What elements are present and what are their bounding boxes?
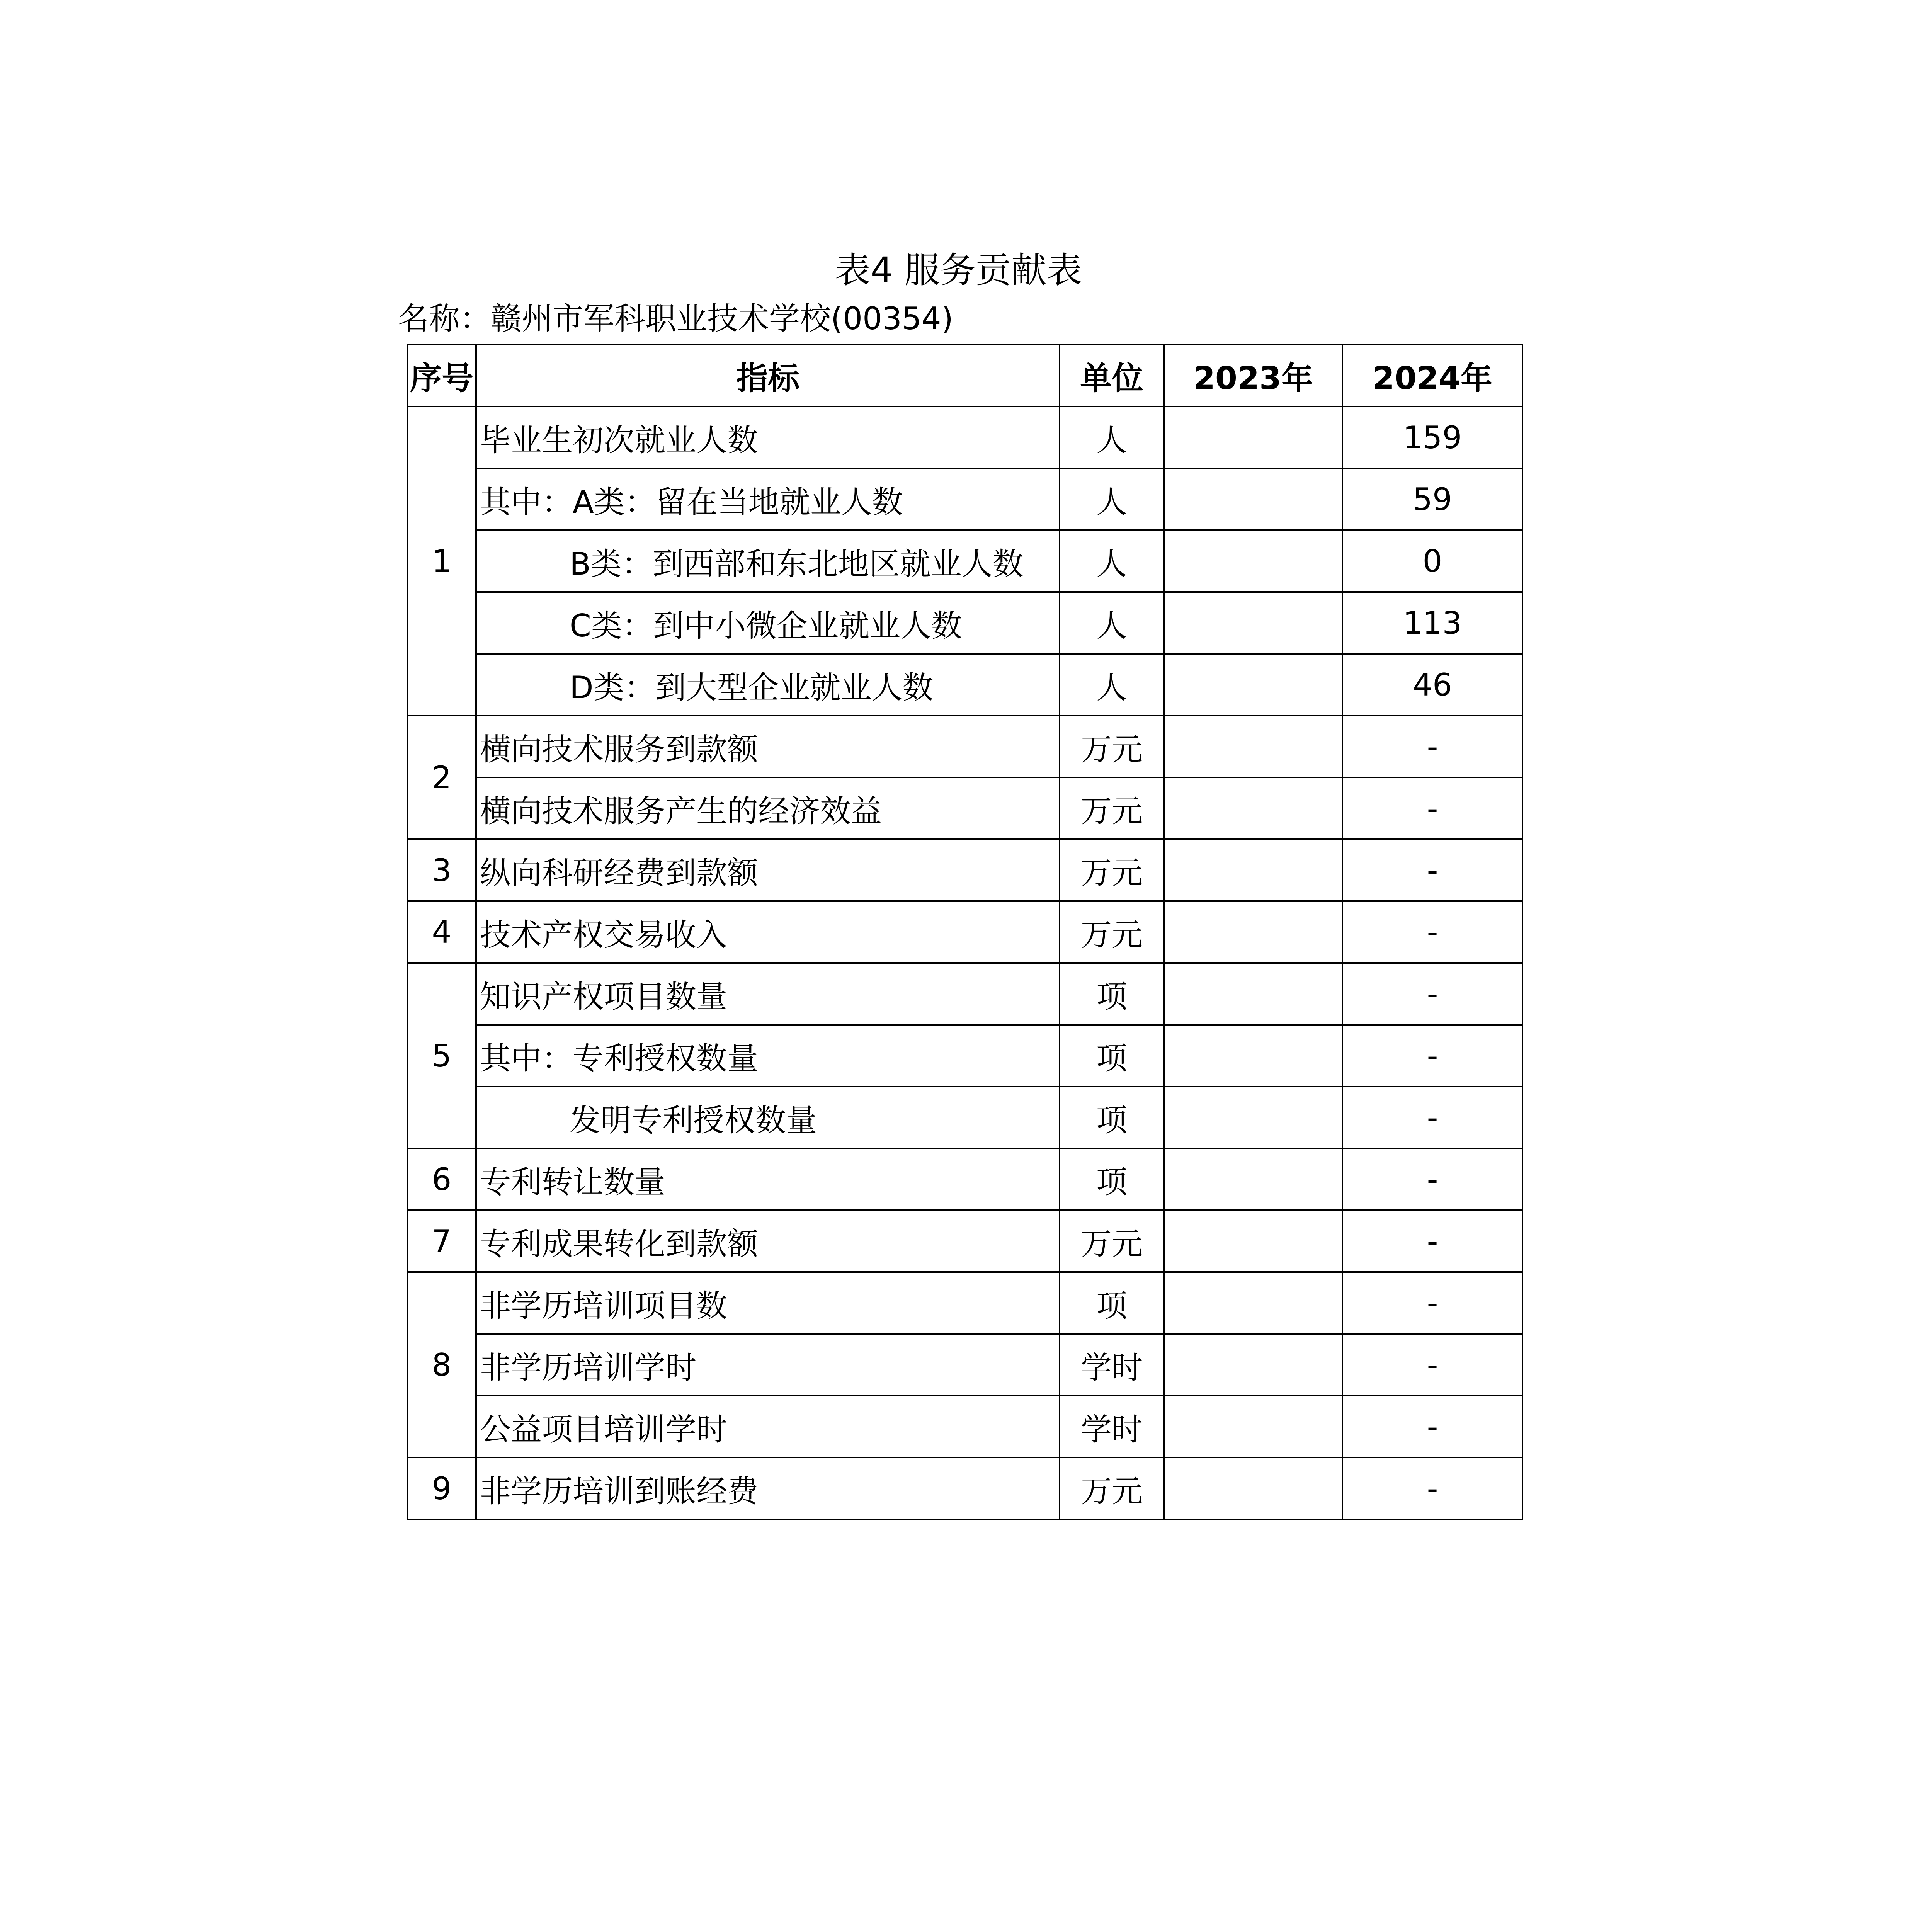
value-2024-cell: -: [1342, 1210, 1522, 1272]
table-row: [407, 1396, 1522, 1458]
value-2024-cell: 113: [1342, 592, 1522, 654]
header-seq: 序号: [407, 345, 476, 406]
table-row: [407, 1272, 1522, 1334]
indicator-cell: 专利成果转化到款额: [476, 1210, 1060, 1272]
seq-cell: 6: [407, 1148, 476, 1210]
table-row: [407, 1210, 1522, 1272]
value-2023-cell: [1164, 592, 1342, 654]
value-2023-cell: [1164, 1334, 1342, 1396]
unit-cell: 万元: [1060, 777, 1164, 839]
value-2024-cell: -: [1342, 901, 1522, 963]
table-row: [407, 1148, 1522, 1210]
value-2023-cell: [1164, 468, 1342, 530]
table-row: [407, 468, 1522, 530]
value-2023-cell: [1164, 1272, 1342, 1334]
value-2023-cell: [1164, 777, 1342, 839]
table-row: [407, 406, 1522, 468]
value-2023-cell: [1164, 963, 1342, 1025]
value-2023-cell: [1164, 839, 1342, 901]
value-2024-cell: -: [1342, 1025, 1522, 1087]
table-row: [407, 1458, 1522, 1519]
seq-cell: 1: [407, 406, 476, 716]
table-row: [407, 530, 1522, 592]
value-2024-cell: -: [1342, 839, 1522, 901]
table-row: [407, 1025, 1522, 1087]
value-2024-cell: 0: [1342, 530, 1522, 592]
seq-cell: 4: [407, 901, 476, 963]
value-2024-cell: 159: [1342, 406, 1522, 468]
unit-cell: 人: [1060, 592, 1164, 654]
table-row: [407, 963, 1522, 1025]
value-2023-cell: [1164, 901, 1342, 963]
indicator-cell: 发明专利授权数量: [476, 1087, 1060, 1148]
unit-cell: 项: [1060, 1272, 1164, 1334]
table-row: [407, 901, 1522, 963]
organization-name: 名称：赣州市军科职业技术学校(00354): [398, 301, 953, 337]
unit-cell: 人: [1060, 530, 1164, 592]
seq-cell: 9: [407, 1458, 476, 1519]
indicator-cell: 非学历培训到账经费: [476, 1458, 1060, 1519]
unit-cell: 人: [1060, 406, 1164, 468]
seq-cell: 7: [407, 1210, 476, 1272]
unit-cell: 万元: [1060, 839, 1164, 901]
indicator-cell: 专利转让数量: [476, 1148, 1060, 1210]
value-2023-cell: [1164, 716, 1342, 777]
indicator-cell: 公益项目培训学时: [476, 1396, 1060, 1458]
table-title: 表4 服务贡献表: [835, 250, 1082, 291]
value-2024-cell: -: [1342, 716, 1522, 777]
seq-cell: 2: [407, 716, 476, 839]
value-2023-cell: [1164, 1458, 1342, 1519]
value-2024-cell: -: [1342, 963, 1522, 1025]
unit-cell: 学时: [1060, 1396, 1164, 1458]
table-row: [407, 716, 1522, 777]
value-2023-cell: [1164, 1025, 1342, 1087]
value-2023-cell: [1164, 1087, 1342, 1148]
unit-cell: 项: [1060, 1087, 1164, 1148]
value-2024-cell: -: [1342, 777, 1522, 839]
unit-cell: 学时: [1060, 1334, 1164, 1396]
table-row: [407, 777, 1522, 839]
header-2023: 2023年: [1164, 345, 1342, 406]
table-row: [407, 1087, 1522, 1148]
indicator-cell: 纵向科研经费到款额: [476, 839, 1060, 901]
value-2024-cell: -: [1342, 1458, 1522, 1519]
value-2024-cell: 46: [1342, 654, 1522, 716]
value-2024-cell: -: [1342, 1148, 1522, 1210]
unit-cell: 项: [1060, 1025, 1164, 1087]
header-2024: 2024年: [1342, 345, 1522, 406]
value-2023-cell: [1164, 1210, 1342, 1272]
indicator-cell: D类：到大型企业就业人数: [476, 654, 1060, 716]
indicator-cell: B类：到西部和东北地区就业人数: [476, 530, 1060, 592]
indicator-cell: 知识产权项目数量: [476, 963, 1060, 1025]
unit-cell: 万元: [1060, 1458, 1164, 1519]
indicator-cell: C类：到中小微企业就业人数: [476, 592, 1060, 654]
unit-cell: 万元: [1060, 716, 1164, 777]
value-2023-cell: [1164, 1396, 1342, 1458]
header-unit: 单位: [1060, 345, 1164, 406]
table-row: [407, 654, 1522, 716]
value-2024-cell: -: [1342, 1334, 1522, 1396]
seq-cell: 5: [407, 963, 476, 1148]
table-header-row: [407, 345, 1522, 406]
value-2024-cell: -: [1342, 1087, 1522, 1148]
indicator-cell: 其中：专利授权数量: [476, 1025, 1060, 1087]
value-2024-cell: -: [1342, 1272, 1522, 1334]
header-indicator: 指标: [476, 345, 1060, 406]
value-2023-cell: [1164, 1148, 1342, 1210]
indicator-cell: 非学历培训学时: [476, 1334, 1060, 1396]
table-row: [407, 1334, 1522, 1396]
value-2023-cell: [1164, 654, 1342, 716]
seq-cell: 3: [407, 839, 476, 901]
indicator-cell: 毕业生初次就业人数: [476, 406, 1060, 468]
indicator-cell: 技术产权交易收入: [476, 901, 1060, 963]
value-2024-cell: -: [1342, 1396, 1522, 1458]
indicator-cell: 横向技术服务产生的经济效益: [476, 777, 1060, 839]
unit-cell: 人: [1060, 468, 1164, 530]
table-row: [407, 592, 1522, 654]
value-2023-cell: [1164, 406, 1342, 468]
table-row: [407, 839, 1522, 901]
value-2023-cell: [1164, 530, 1342, 592]
seq-cell: 8: [407, 1272, 476, 1458]
unit-cell: 项: [1060, 1148, 1164, 1210]
unit-cell: 万元: [1060, 1210, 1164, 1272]
indicator-cell: 非学历培训项目数: [476, 1272, 1060, 1334]
value-2024-cell: 59: [1342, 468, 1522, 530]
indicator-cell: 其中：A类：留在当地就业人数: [476, 468, 1060, 530]
indicator-cell: 横向技术服务到款额: [476, 716, 1060, 777]
service-contribution-table: [407, 344, 1523, 1520]
unit-cell: 人: [1060, 654, 1164, 716]
unit-cell: 万元: [1060, 901, 1164, 963]
unit-cell: 项: [1060, 963, 1164, 1025]
